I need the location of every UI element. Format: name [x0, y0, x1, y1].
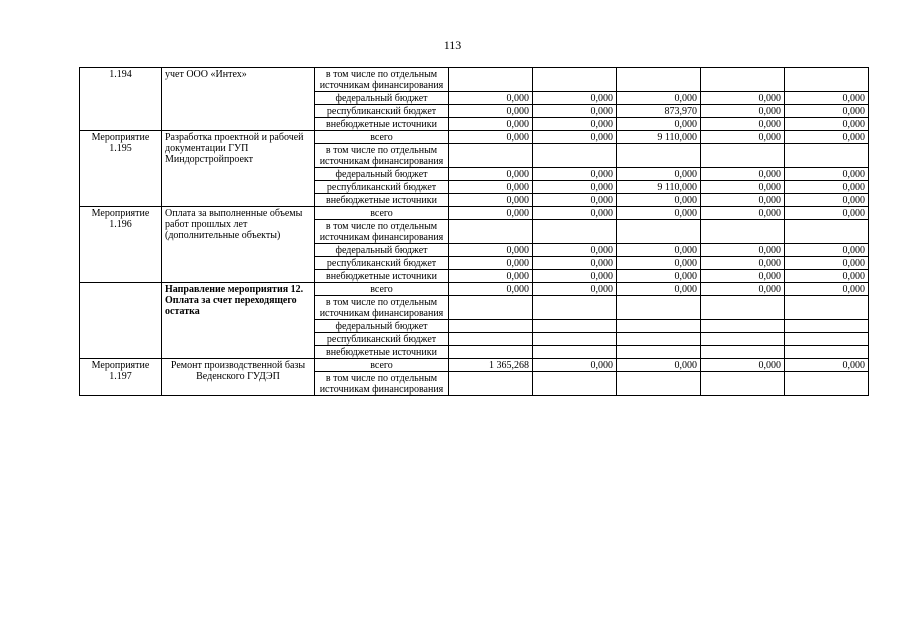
amount-cell: 0,000	[701, 181, 785, 194]
amount-cell: 1 365,268	[449, 359, 533, 372]
amount-cell: 0,000	[617, 270, 701, 283]
amount-cell: 0,000	[785, 92, 869, 105]
amount-cell: 0,000	[617, 194, 701, 207]
amount-cell	[533, 68, 617, 92]
amount-cell	[701, 346, 785, 359]
amount-cell	[449, 346, 533, 359]
amount-cell: 0,000	[701, 207, 785, 220]
amount-cell: 9 110,000	[617, 131, 701, 144]
amount-cell: 0,000	[533, 257, 617, 270]
amount-cell: 0,000	[533, 359, 617, 372]
funding-source-cell: всего	[315, 207, 449, 220]
table-row	[80, 68, 869, 92]
amount-cell	[785, 372, 869, 396]
amount-cell: 0,000	[785, 131, 869, 144]
table-row	[80, 283, 869, 296]
funding-source-cell: всего	[315, 131, 449, 144]
funding-source-cell: в том числе по отдельным источникам финансирования	[315, 144, 449, 168]
funding-source-cell: всего	[315, 359, 449, 372]
amount-cell	[701, 144, 785, 168]
amount-cell	[533, 372, 617, 396]
budget-table	[79, 67, 869, 396]
amount-cell: 0,000	[785, 270, 869, 283]
amount-cell	[449, 372, 533, 396]
funding-source-cell: в том числе по отдельным источникам финансирования	[315, 220, 449, 244]
measure-id-cell: Мероприятие 1.197	[80, 359, 162, 396]
amount-cell	[701, 296, 785, 320]
amount-cell: 0,000	[449, 207, 533, 220]
amount-cell: 0,000	[785, 257, 869, 270]
amount-cell	[785, 320, 869, 333]
table-row	[80, 359, 869, 372]
amount-cell	[701, 220, 785, 244]
funding-source-cell: федеральный бюджет	[315, 320, 449, 333]
amount-cell: 0,000	[533, 207, 617, 220]
table-body	[80, 68, 869, 396]
measure-id-cell	[80, 283, 162, 359]
amount-cell	[533, 220, 617, 244]
funding-source-cell: внебюджетные источники	[315, 194, 449, 207]
amount-cell: 0,000	[785, 244, 869, 257]
amount-cell	[617, 220, 701, 244]
amount-cell: 0,000	[449, 168, 533, 181]
amount-cell: 0,000	[701, 118, 785, 131]
amount-cell: 0,000	[449, 283, 533, 296]
amount-cell: 0,000	[449, 194, 533, 207]
amount-cell	[785, 68, 869, 92]
amount-cell: 0,000	[449, 131, 533, 144]
amount-cell	[617, 144, 701, 168]
amount-cell: 0,000	[533, 270, 617, 283]
amount-cell	[617, 68, 701, 92]
amount-cell	[533, 333, 617, 346]
funding-source-cell: федеральный бюджет	[315, 168, 449, 181]
amount-cell: 873,970	[617, 105, 701, 118]
table-row	[80, 131, 869, 144]
amount-cell	[785, 144, 869, 168]
amount-cell: 0,000	[617, 118, 701, 131]
amount-cell: 0,000	[785, 283, 869, 296]
amount-cell: 0,000	[701, 131, 785, 144]
amount-cell: 0,000	[449, 92, 533, 105]
amount-cell: 0,000	[701, 92, 785, 105]
amount-cell	[449, 296, 533, 320]
amount-cell: 0,000	[449, 181, 533, 194]
measure-description-cell: учет ООО «Интех»	[162, 68, 315, 131]
funding-source-cell: республиканский бюджет	[315, 333, 449, 346]
amount-cell: 9 110,000	[617, 181, 701, 194]
amount-cell	[701, 333, 785, 346]
amount-cell: 0,000	[701, 257, 785, 270]
amount-cell	[701, 372, 785, 396]
amount-cell: 0,000	[785, 207, 869, 220]
amount-cell: 0,000	[785, 181, 869, 194]
funding-source-cell: в том числе по отдельным источникам финансирования	[315, 296, 449, 320]
amount-cell	[449, 68, 533, 92]
funding-source-cell: в том числе по отдельным источникам финансирования	[315, 68, 449, 92]
amount-cell: 0,000	[449, 118, 533, 131]
amount-cell: 0,000	[449, 270, 533, 283]
amount-cell	[533, 346, 617, 359]
page-number: 113	[443, 38, 462, 52]
funding-source-cell: республиканский бюджет	[315, 257, 449, 270]
amount-cell	[449, 320, 533, 333]
amount-cell: 0,000	[617, 283, 701, 296]
amount-cell	[449, 220, 533, 244]
funding-source-cell: внебюджетные источники	[315, 346, 449, 359]
amount-cell: 0,000	[785, 168, 869, 181]
amount-cell	[785, 296, 869, 320]
amount-cell: 0,000	[533, 244, 617, 257]
measure-id-cell: Мероприятие 1.195	[80, 131, 162, 207]
measure-description-cell: Оплата за выполненные объемы работ прошлых лет (дополнительные объекты)	[162, 207, 315, 283]
amount-cell	[701, 68, 785, 92]
funding-source-cell: федеральный бюджет	[315, 244, 449, 257]
amount-cell: 0,000	[617, 207, 701, 220]
table-row	[80, 207, 869, 220]
amount-cell	[533, 296, 617, 320]
amount-cell	[533, 320, 617, 333]
amount-cell: 0,000	[701, 283, 785, 296]
funding-source-cell: федеральный бюджет	[315, 92, 449, 105]
amount-cell: 0,000	[617, 244, 701, 257]
amount-cell	[785, 333, 869, 346]
amount-cell: 0,000	[533, 283, 617, 296]
amount-cell: 0,000	[449, 244, 533, 257]
amount-cell	[533, 144, 617, 168]
amount-cell: 0,000	[533, 194, 617, 207]
amount-cell	[785, 346, 869, 359]
amount-cell: 0,000	[617, 359, 701, 372]
amount-cell: 0,000	[785, 118, 869, 131]
funding-source-cell: внебюджетные источники	[315, 270, 449, 283]
amount-cell	[617, 372, 701, 396]
amount-cell: 0,000	[533, 105, 617, 118]
amount-cell	[449, 333, 533, 346]
amount-cell: 0,000	[449, 257, 533, 270]
amount-cell	[449, 144, 533, 168]
measure-description-cell: Ремонт производственной базы Веденского ГУДЭП	[162, 359, 315, 396]
amount-cell: 0,000	[785, 359, 869, 372]
amount-cell: 0,000	[533, 181, 617, 194]
amount-cell: 0,000	[533, 92, 617, 105]
funding-source-cell: республиканский бюджет	[315, 105, 449, 118]
funding-source-cell: всего	[315, 283, 449, 296]
amount-cell: 0,000	[617, 92, 701, 105]
amount-cell: 0,000	[617, 168, 701, 181]
amount-cell: 0,000	[533, 118, 617, 131]
funding-source-cell: в том числе по отдельным источникам финансирования	[315, 372, 449, 396]
amount-cell: 0,000	[785, 105, 869, 118]
measure-description-cell: Направление мероприятия 12. Оплата за счет переходящего остатка	[162, 283, 315, 359]
measure-id-cell: Мероприятие 1.196	[80, 207, 162, 283]
amount-cell: 0,000	[533, 131, 617, 144]
amount-cell: 0,000	[701, 105, 785, 118]
funding-source-cell: республиканский бюджет	[315, 181, 449, 194]
amount-cell: 0,000	[701, 359, 785, 372]
amount-cell	[701, 320, 785, 333]
amount-cell: 0,000	[785, 194, 869, 207]
amount-cell: 0,000	[701, 270, 785, 283]
amount-cell	[617, 333, 701, 346]
amount-cell	[617, 346, 701, 359]
amount-cell: 0,000	[533, 168, 617, 181]
measure-id-cell: 1.194	[80, 68, 162, 131]
amount-cell: 0,000	[449, 105, 533, 118]
amount-cell: 0,000	[701, 194, 785, 207]
measure-description-cell: Разработка проектной и рабочей документации ГУП Миндорстройпроект	[162, 131, 315, 207]
amount-cell: 0,000	[701, 244, 785, 257]
funding-source-cell: внебюджетные источники	[315, 118, 449, 131]
amount-cell: 0,000	[617, 257, 701, 270]
amount-cell	[617, 320, 701, 333]
amount-cell	[617, 296, 701, 320]
amount-cell	[785, 220, 869, 244]
amount-cell: 0,000	[701, 168, 785, 181]
